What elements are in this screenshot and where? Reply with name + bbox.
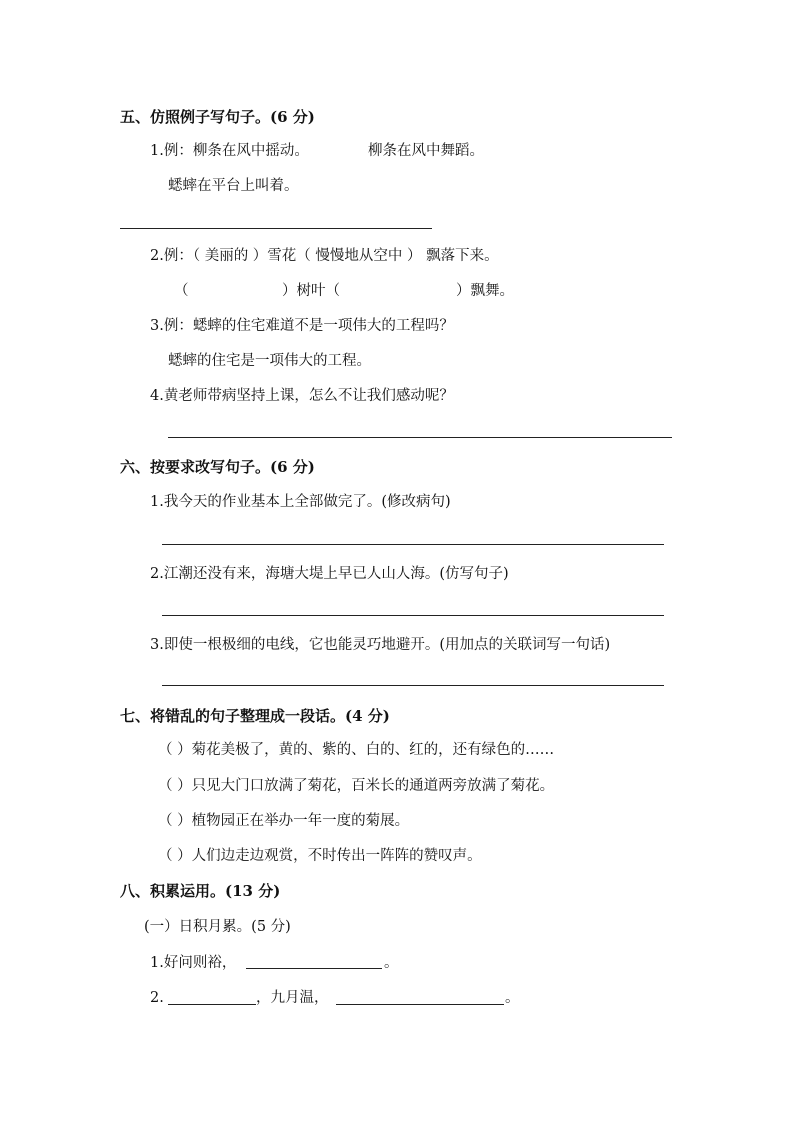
s8-q1-end: 。: [384, 955, 399, 971]
s8-sub1: (一）日积月累。(5 分): [144, 919, 291, 935]
s5-q1-example: 1.例：柳条在风中摇动。: [150, 143, 309, 159]
s7-item: （ ）人们边走边观赏，不时传出一阵阵的赞叹声。: [158, 848, 482, 864]
s6-q1-answer-line[interactable]: [162, 544, 664, 545]
s5-q2-example: 2.例：（ 美丽的 ）雪花（ 慢慢地从空中 ） 飘落下来。: [150, 248, 499, 264]
s5-q4-answer-line[interactable]: [168, 437, 672, 438]
s8-q1-blank[interactable]: [246, 968, 382, 969]
s7-item: （ ）只见大门口放满了菊花，百米长的通道两旁放满了菊花。: [158, 778, 555, 794]
s8-q2-num: 2.: [150, 990, 164, 1006]
s7-item: （ ）植物园正在举办一年一度的菊展。: [158, 813, 410, 829]
s6-q2-answer-line[interactable]: [162, 615, 664, 616]
s5-q2-tree: ）树叶（: [282, 283, 340, 299]
section7-heading: 七、将错乱的句子整理成一段话。(4 分): [120, 707, 390, 725]
s7-item: （ ）菊花美极了，黄的、紫的、白的、红的，还有绿色的……: [158, 742, 555, 758]
s5-q4: 4.黄老师带病坚持上课，怎么不让我们感动呢？: [150, 388, 454, 404]
s5-q1-prompt: 蟋蟀在平台上叫着。: [168, 178, 299, 194]
s8-q1-text: 1.好问则裕，: [150, 955, 237, 971]
section5-heading: 五、仿照例子写句子。(6 分): [120, 108, 315, 126]
s6-q3-answer-line[interactable]: [162, 685, 664, 686]
s8-q2-blank-a[interactable]: [168, 1004, 256, 1005]
s8-q2-blank-b[interactable]: [336, 1004, 504, 1005]
section8-heading: 八、积累运用。(13 分): [120, 882, 281, 900]
s6-q3: 3.即使一根极细的电线，它也能灵巧地避开。(用加点的关联词写一句话): [150, 637, 611, 653]
section6-heading: 六、按要求改写句子。(6 分): [120, 458, 315, 476]
s8-q2-mid: ，九月温，: [256, 990, 329, 1006]
s5-q1-example-b: 柳条在风中舞蹈。: [368, 143, 484, 159]
s5-q2-dance: ）飘舞。: [456, 283, 514, 299]
s8-q2-end: 。: [505, 990, 520, 1006]
s6-q2: 2.江潮还没有来，海塘大堤上早已人山人海。(仿写句子): [150, 566, 509, 582]
s5-q1-answer-line[interactable]: [120, 228, 432, 229]
s5-q2-left-paren: （: [174, 283, 189, 299]
s6-q1: 1.我今天的作业基本上全部做完了。(修改病句): [150, 494, 451, 510]
s5-q3-prompt: 蟋蟀的住宅是一项伟大的工程。: [168, 353, 371, 369]
s5-q3-example: 3.例：蟋蟀的住宅难道不是一项伟大的工程吗？: [150, 318, 454, 334]
